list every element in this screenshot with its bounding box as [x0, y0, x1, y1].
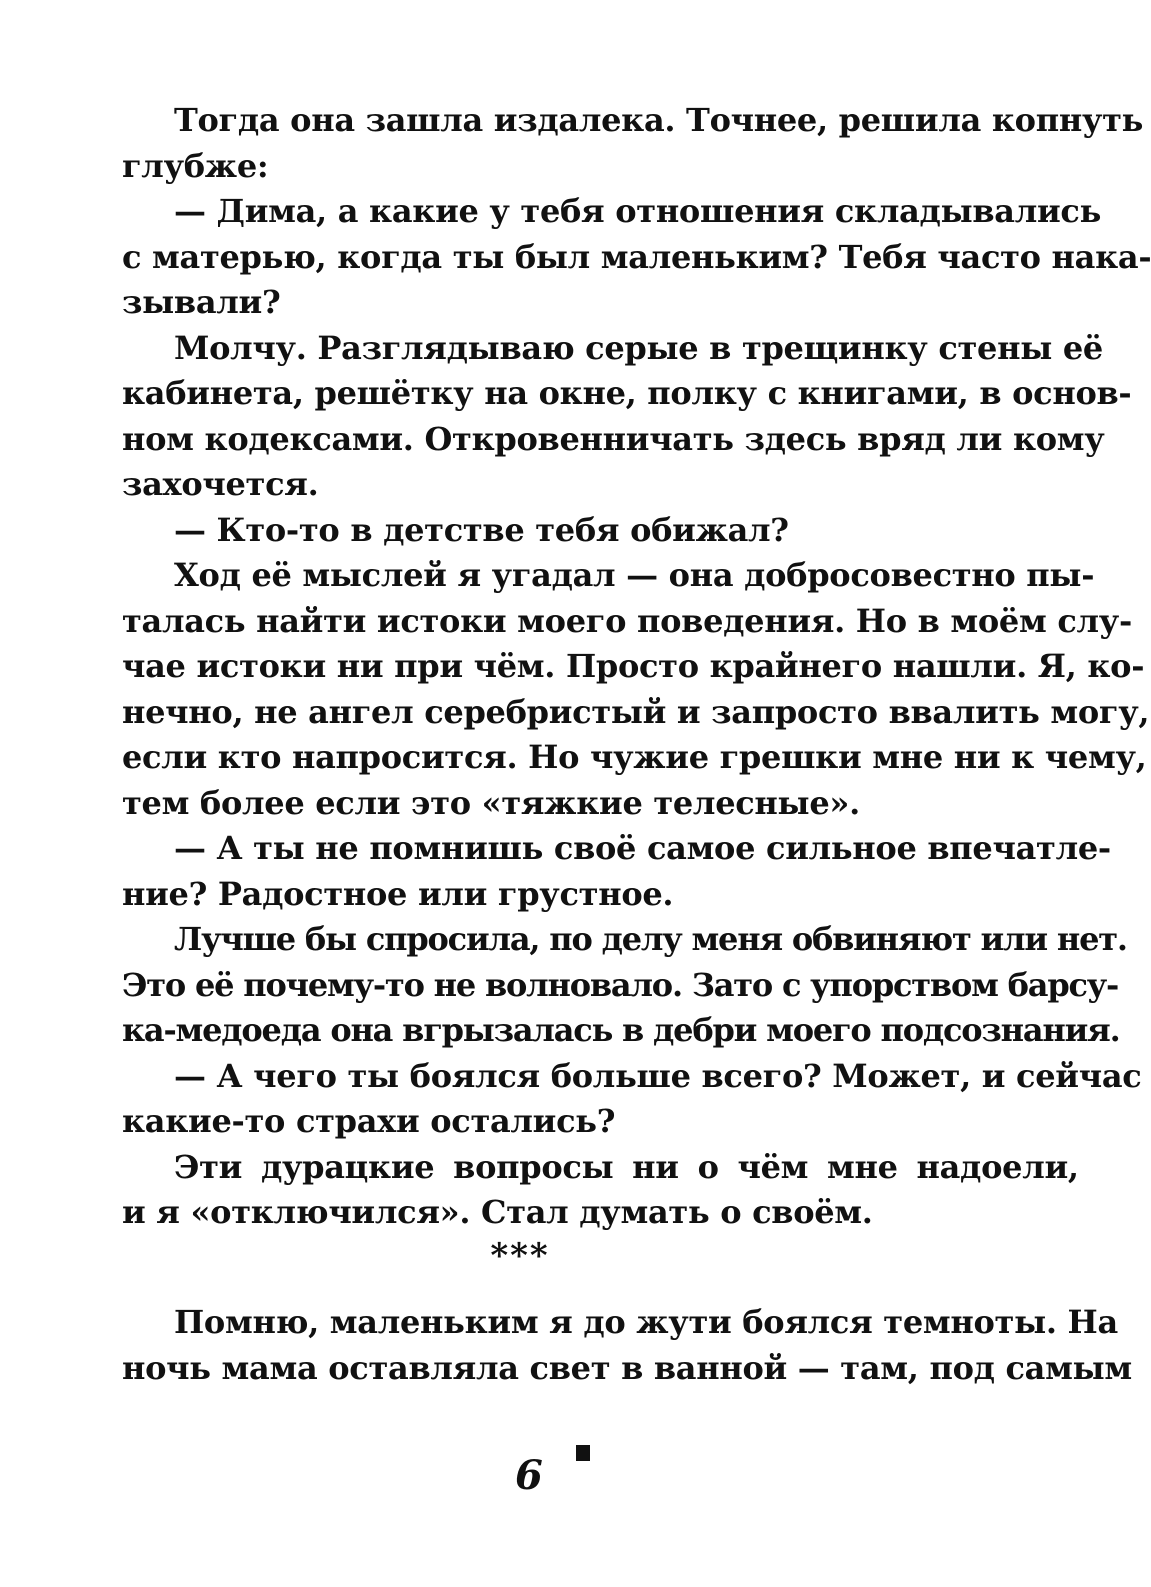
text-line: зывали?	[122, 283, 281, 321]
paragraph	[122, 553, 1150, 826]
text-line: — Кто-то в детстве тебя обижал?	[174, 510, 789, 549]
text-line: — Дима, а какие у тебя отношения складывались	[174, 192, 1102, 230]
text-line: Тогда она зашла издалека. Точнее, решила копнуть	[174, 101, 1144, 139]
text-line: чае истоки ни при чём. Просто крайнего нашли. Я, ко-	[122, 647, 1145, 685]
text-line: глубже:	[122, 146, 269, 185]
paragraph	[122, 326, 1132, 508]
dialogue-paragraph	[122, 826, 1111, 917]
text-line: захочется.	[122, 465, 319, 503]
text-line: ночь мама оставляла свет в ванной — там, под самым	[122, 1348, 1132, 1387]
text-block	[122, 98, 1151, 1236]
text-line: Помню, маленьким я до жути боялся темноты. На	[174, 1303, 1118, 1341]
page-body	[122, 98, 1151, 1236]
dialogue-paragraph	[122, 508, 922, 554]
text-line: Ход её мыслей я угадал — она добросовестно пы-	[174, 556, 1095, 594]
text-line: если кто напросится. Но чужие грешки мне ни к чему,	[122, 738, 1147, 776]
text-line: ка-медоеда она вгрызалась в дебри моего подсознания.	[122, 1011, 1120, 1049]
dialogue-paragraph	[122, 189, 1151, 326]
text-line: тем более если это «тяжкие телесные».	[122, 783, 860, 822]
page-number: 6	[515, 1452, 543, 1499]
text-line: Молчу. Разглядываю серые в трещинку стены её	[174, 328, 1103, 367]
text-line: нечно, не ангел серебристый и запросто ввалить могу,	[122, 692, 1150, 731]
text-line: кабинета, решётку на окне, полку с книгами, в основ-	[122, 374, 1132, 412]
dialogue-paragraph	[122, 1054, 1142, 1145]
text-line: — А ты не помнишь своё самое сильное впечатле-	[174, 829, 1111, 867]
text-line: Это её почему-то не волновало. Зато с упорством барсу-	[122, 965, 1119, 1004]
page-footer	[0, 1440, 1000, 1500]
paragraph	[122, 917, 1127, 1054]
paragraph	[122, 1145, 1079, 1236]
text-line: Эти дурацкие вопросы ни о чём мне надоели,	[174, 1147, 1079, 1186]
square-marker-icon	[576, 1445, 590, 1461]
text-line: какие-то страхи остались?	[122, 1102, 616, 1140]
text-line: ние? Радостное или грустное.	[122, 874, 674, 913]
text-line: с матерью, когда ты был маленьким? Тебя часто нака-	[122, 237, 1151, 276]
section-separator: ***	[490, 1236, 550, 1276]
text-line: ном кодексами. Откровенничать здесь вряд ли кому	[122, 419, 1105, 458]
text-line: талась найти истоки моего поведения. Но в моём слу-	[122, 601, 1132, 640]
section-start	[122, 1300, 1132, 1391]
paragraph	[122, 98, 1144, 189]
text-line: и я «отключился». Стал думать о своём.	[122, 1193, 873, 1231]
text-line: Лучше бы спросила, по делу меня обвиняют или нет.	[174, 920, 1127, 958]
paragraph	[122, 1300, 1132, 1391]
text-line: — А чего ты боялся больше всего? Может, и сейчас	[174, 1056, 1142, 1095]
